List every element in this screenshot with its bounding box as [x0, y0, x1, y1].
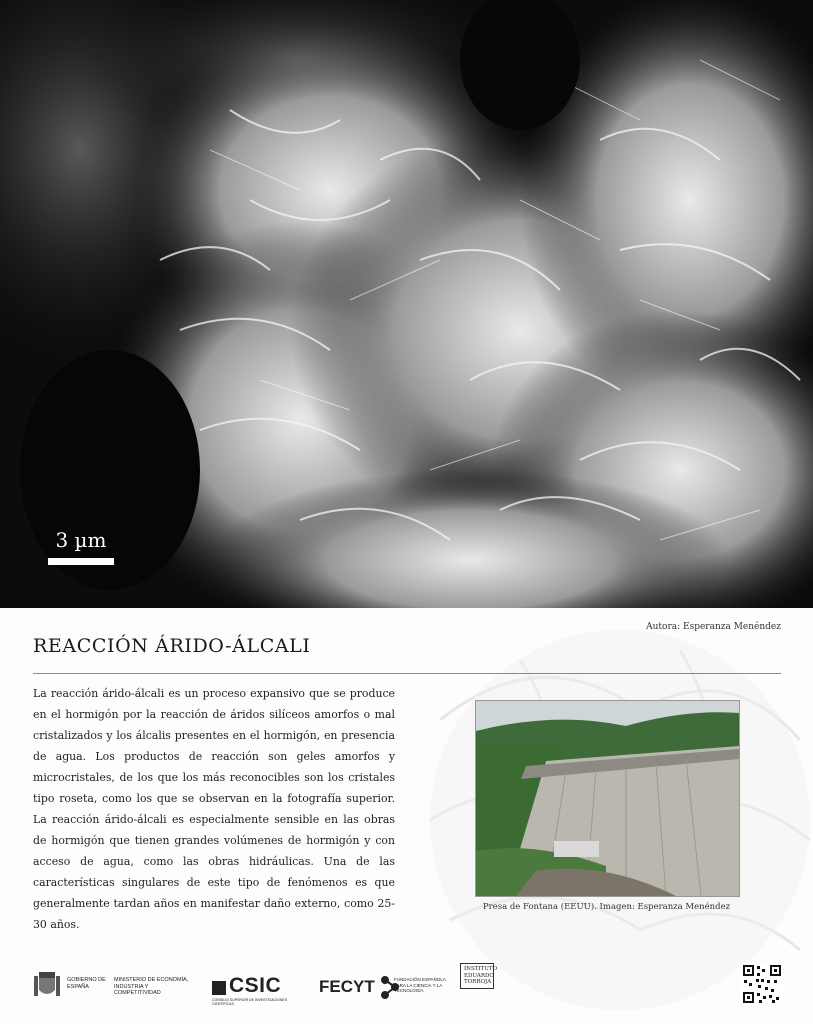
csic-logo	[212, 974, 307, 1006]
body-paragraph: La reacción árido-álcali es un proceso expansivo que se produce en el hormigón por la reacción de áridos silíceos amorfos o mal cristalizados y los álcalis presentes en el hormigón, en presencia de agua. Los productos de reacción son geles amorfos y microcristales, de los que los más reconocibles son los cristales tipo roseta, como los que se observan en la fotografía superior. La reacción árido-álcali es especialmente sensible en las obras de hormigón que tienen grandes volúmenes de hormigón y con acceso de agua, como las obras hidráulicas. Una de las características singulares de este tipo de fenómenos es que generalmente tardan años en manifestar daño externo, como 25-30 años.	[33, 687, 395, 931]
sponsor-logos	[0, 960, 813, 1010]
instituto-torroja-logo: INSTITUTO EDUARDO TORROJA	[460, 963, 494, 989]
title-divider	[33, 673, 781, 674]
author-credit: Autora: Esperanza Menéndez	[646, 622, 781, 632]
scale-bar	[46, 528, 116, 565]
csic-subtitle: CONSEJO SUPERIOR DE INVESTIGACIONES CIENTÍFICAS	[212, 998, 288, 1006]
dam-photo	[475, 700, 740, 897]
photo-caption: Presa de Fontana (EEUU). Imagen: Esperanza Menéndez	[482, 902, 731, 912]
spain-coat-of-arms-icon	[33, 968, 61, 1005]
fecyt-label: FECYT	[319, 977, 375, 997]
ministerio-label: MINISTERIO DE ECONOMÍA, INDUSTRIA Y COMPETITIVIDAD	[114, 977, 189, 996]
page-title: REACCIÓN ÁRIDO-ÁLCALI	[33, 635, 311, 657]
qr-code-icon[interactable]	[741, 963, 783, 1010]
csic-label: CSIC	[229, 974, 282, 997]
scale-bar-line	[48, 558, 114, 565]
fecyt-subtitle: FUNDACIÓN ESPAÑOLA PARA LA CIENCIA Y LA TECNOLOGÍA	[394, 977, 446, 993]
csic-grid-icon	[212, 981, 226, 995]
gobierno-label: GOBIERNO DE ESPAÑA	[67, 977, 106, 990]
fecyt-logo	[319, 974, 401, 1002]
fontana-dam-image	[476, 701, 739, 896]
scale-label: 3 µm	[55, 528, 107, 552]
